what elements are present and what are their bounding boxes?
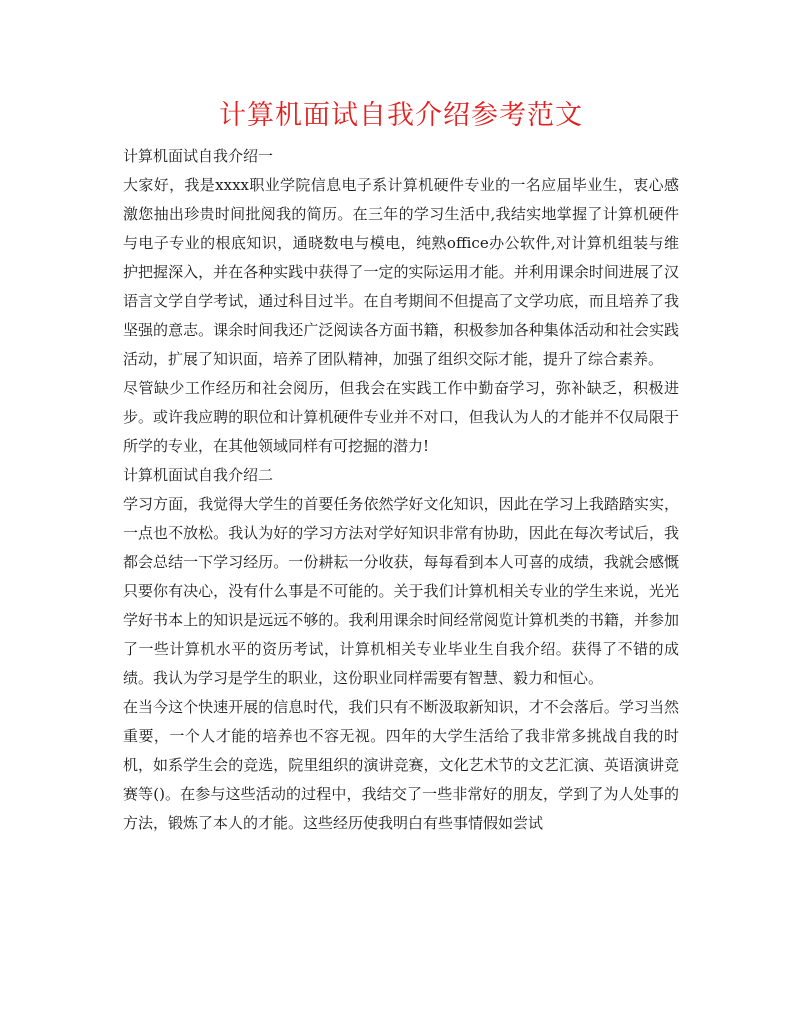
paragraph: 学习方面，我觉得大学生的首要任务依然学好文化知识，因此在学习上我踏踏实实，一点也不放松。我认为好的学习方法对学好知识非常有协助，因此在每次考试后，我都会总结一下学习经历。一份耕耘一分收获，每每看到本人可喜的成绩，我就会感慨只要你有决心，没有什么事是不可能的。关于我们计算机相关专业的学生来说，光光学好书本上的知识是远远不够的。我利用课余时间经常阅览计算机类的书籍，并参加了一些计算机水平的资历考试，计算机相关专业毕业生自我介绍。获得了不错的成绩。我认为学习是学生的职业，这份职业同样需要有智慧、毅力和恒心。 [123, 495, 679, 687]
paragraph: 大家好，我是xxxx职业学院信息电子系计算机硬件专业的一名应届毕业生，衷心感激您抽出珍贵时间批阅我的简历。在三年的学习生活中,我结实地掌握了计算机硬件与电子专业的根底知识，通晓数电与模电，纯熟office办公软件,对计算机组装与维护把握深入，并在各种实践中获得了一定的实际运用才能。并利用课余时间进展了汉语言文学自学考试，通过科目过半。在自考期间不但提高了文学功底，而且培养了我坚强的意志。课余时间我还广泛阅读各方面书籍，积极参加各种集体活动和社会实践活动，扩展了知识面，培养了团队精神，加强了组织交际才能，提升了综合素养。 [123, 176, 679, 368]
paragraph: 在当今这个快速开展的信息时代，我们只有不断汲取新知识，才不会落后。学习当然重要，一个人才能的培养也不容无视。四年的大学生活给了我非常多挑战自我的时机，如系学生会的竞选，院里组织的演讲竞赛，文化艺术节的文艺汇演、英语演讲竞赛等()。在参与这些活动的过程中，我结交了一些非常好的朋友，学到了为人处事的方法，锻炼了本人的才能。这些经历使我明白有些事情假如尝试 [123, 698, 679, 832]
section-heading: 计算机面试自我介绍一 [123, 147, 274, 165]
document-title: 计算机面试自我介绍参考范文 [219, 100, 583, 131]
document-page [123, 96, 679, 838]
paragraph: 尽管缺少工作经历和社会阅历，但我会在实践工作中勤奋学习，弥补缺乏，积极进步。或许我应聘的职位和计算机硬件专业并不对口，但我认为人的才能并不仅局限于所学的专业，在其他领域同样有可挖掘的潜力! [123, 379, 679, 455]
section-1 [123, 142, 679, 461]
section-2 [123, 461, 679, 838]
section-heading: 计算机面试自我介绍二 [123, 466, 274, 484]
